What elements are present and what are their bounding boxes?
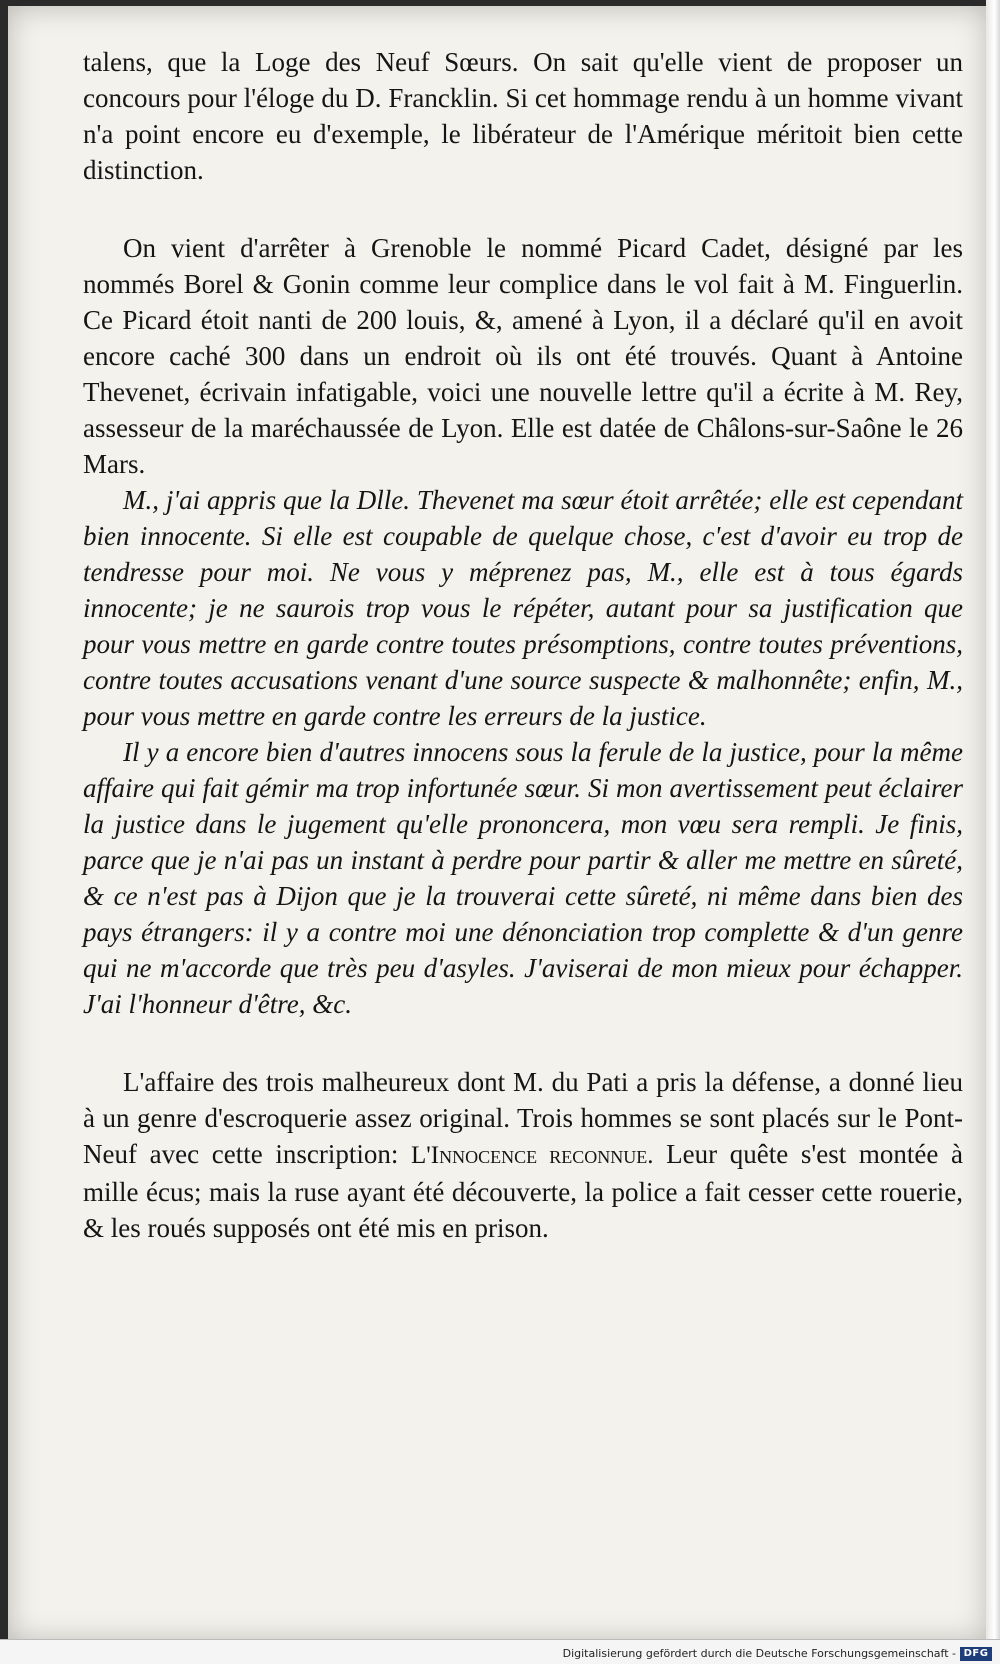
inscription-caps: L'Innocence reconnue.: [410, 1142, 654, 1169]
letter-paragraph-1: M., j'ai appris que la Dlle. Thevenet ma sœur étoit arrêtée; elle est cependant bien innocente. Si elle est coupable de quelque chose, c'est d'avoir eu trop de tendresse pour moi. Ne vous y méprenez pas, M., elle est à tous égards innocente; je ne saurois trop vous le répéter, autant pour sa justification que pour vous mettre en garde contre toutes présomptions, contre toutes préventions, contre toutes accusations venant d'une source suspecte & malhonnête; enfin, M., pour vous mettre en garde contre les erreurs de la justice.: [83, 485, 963, 731]
scanned-page: [8, 6, 988, 1642]
paragraph-loge: talens, que la Loge des Neuf Sœurs. On sait qu'elle vient de proposer un concours pour l'éloge du D. Francklin. Si cet hommage rendu à un homme vivant n'a point encore eu d'exemple, le libérateur de l'Amérique méritoit bien cette distinction.: [83, 47, 963, 185]
paragraph-escroquerie-start: L'affaire des trois malheureux dont M. du Pati a pris la défense, a donné lieu à un genre d'escroquerie assez original. Trois hommes se sont placés sur le Pont-Neuf avec cette inscription:: [83, 1067, 963, 1169]
letter-paragraph-2: Il y a encore bien d'autres innocens sous la ferule de la justice, pour la même affaire qui fait gémir ma trop infortunée sœur. Si mon avertissement peut éclairer la justice dans le jugement qu'elle prononcera, mon vœu sera rempli. Je finis, parce que je n'ai pas un instant à perdre pour partir & aller me mettre en sûreté, & ce n'est pas à Dijon que je la trouverai cette sûreté, ni même dans bien des pays étrangers: il y a contre moi une dénonciation trop complette & d'un genre qui ne m'accorde que très peu d'asyles. J'aviserai de mon mieux pour échapper. J'ai l'honneur d'être, &c.: [83, 737, 963, 1019]
paragraph-escroquerie-end: Leur quête s'est montée à mille écus; mais la ruse ayant été découverte, la police a fait cesser cette rouerie, & les roués supposés ont été mis en prison.: [83, 1139, 963, 1243]
page-text: [83, 44, 963, 1246]
paragraph-escroquerie: [83, 1064, 963, 1246]
scan-edge: [986, 0, 1000, 1642]
footer-bar: [0, 1639, 1000, 1664]
dfg-logo: DFG: [960, 1647, 992, 1661]
footer-credit: Digitalisierung gefördert durch die Deutsche Forschungsgemeinschaft -: [562, 1647, 956, 1660]
paragraph-arrest: On vient d'arrêter à Grenoble le nommé Picard Cadet, désigné par les nommés Borel & Gonin comme leur complice dans le vol fait à M. Finguerlin. Ce Picard étoit nanti de 200 louis, &, amené à Lyon, il a déclaré qu'il en avoit encore caché 300 dans un endroit où ils ont été trouvés. Quant à Antoine Thevenet, écrivain infatigable, voici une nouvelle lettre qu'il a écrite à M. Rey, assesseur de la maréchaussée de Lyon. Elle est datée de Châlons-sur-Saône le 26 Mars.: [83, 233, 963, 479]
